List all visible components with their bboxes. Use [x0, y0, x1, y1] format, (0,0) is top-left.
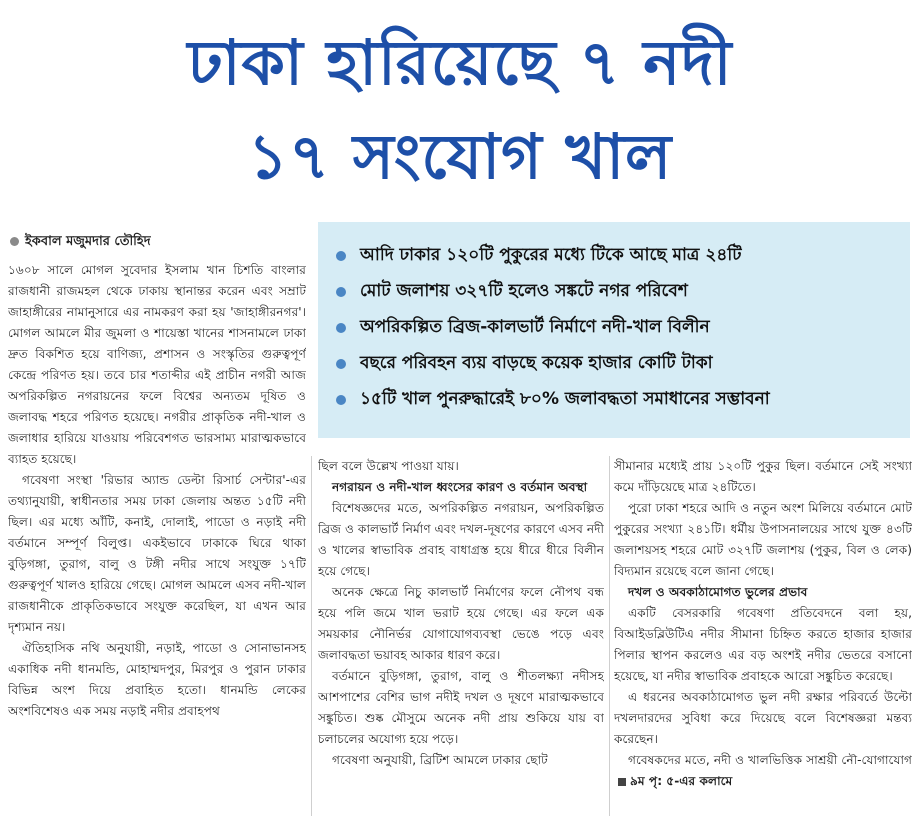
highlight-text: অপরিকল্পিত ব্রিজ-কালভার্ট নির্মাণে নদী-খাল বিলীন [360, 317, 710, 337]
article-column-3 [614, 456, 912, 816]
paragraph: বর্তমানে বুড়িগঙ্গা, তুরাগ, বালু ও শীতলক্ষ্যা নদীসহ আশপাশের বেশির ভাগ নদীই দখল ও দূষণে মারাত্মকভাবে সঙ্কুচিত। শুষ্ক মৌসুমে অনেক নদী প্রায় শুকিয়ে যায় বা চলাচলের অযোগ্য হয়ে পড়ে। [318, 669, 604, 746]
subheading: নগরায়ন ও নদী-খাল ধ্বংসের কারণ ও বর্তমান অবস্থা [332, 480, 588, 494]
paragraph: বিশেষজ্ঞদের মতে, অপরিকল্পিত নগরায়ন, অপরিকল্পিত ব্রিজ ও কালভার্ট নির্মাণ এবং দখল-দূষণের কারণে এসব নদী ও খালের স্বাভাবিক প্রবাহ বাধাগ্রস্ত হয়ে ধীরে ধীরে বিলীন হয়ে গেছে। [318, 501, 604, 578]
byline-bullet-icon [10, 237, 19, 246]
bullet-icon [336, 359, 346, 369]
highlight-item [336, 382, 910, 418]
bullet-icon [336, 395, 346, 405]
highlight-text: বছরে পরিবহন ব্যয় বাড়ছে কয়েক হাজার কোটি টাকা [360, 353, 713, 373]
paragraph: এ ধরনের অবকাঠামোগত ভুল নদী রক্ষার পরিবর্তে উল্টো দখলদারদের সুবিধা করে দিয়েছে বলে বিশেষজ্ঞরা মন্তব্য করেছেন। [614, 690, 912, 746]
bullet-icon [336, 323, 346, 333]
paragraph: অনেক ক্ষেত্রে নিচু কালভার্ট নির্মাণের ফলে নৌপথ বন্ধ হয়ে পলি জমে খাল ভরাট হয়ে গেছে। এর ফলে এক সময়কার নৌনির্ভর যোগাযোগব্যবস্থা ভেঙে পড়ে এবং জলাবদ্ধতা ভয়াবহ আকার ধারণ করে। [318, 585, 604, 662]
paragraph: গবেষণা অনুযায়ী, ব্রিটিশ আমলে ঢাকার ছোট [332, 753, 548, 767]
column-divider [609, 456, 610, 816]
highlight-item [336, 310, 910, 346]
headline-line-2: ১৭ সংযোগ খাল [247, 120, 673, 193]
paragraph [614, 750, 912, 792]
paragraph: গবেষণা সংস্থা 'রিভার অ্যান্ড ডেল্টা রিসার্চ সেন্টার'-এর তথ্যানুযায়ী, স্বাধীনতার সময় ঢাকা জেলায় অন্তত ১৫টি নদী ছিল। এর মধ্যে আঁটি, কনাই, দোলাই, পাডো ও নড়াই নদী বর্তমানে সম্পূর্ণ বিলুপ্ত। একইভাবে ঢাকাকে ঘিরে থাকা বুড়িগঙ্গা, তুরাগ, বালু ও টঙ্গী নদীর সাথে সংযুক্ত ১৭টি গুরুত্বপূর্ণ খালও হারিয়ে গেছে। মোগল আমলে এসব নদী-খাল রাজধানীকে প্রাকৃতিকভাবে সংযুক্ত করেছিল, যা এখন আর দৃশ্যমান নয়। [8, 473, 306, 634]
paragraph: একটি বেসরকারি গবেষণা প্রতিবেদনে বলা হয়, বিআইডব্লিউটিএ নদীর সীমানা চিহ্নিত করতে হাজার হাজার পিলার স্থাপন করলেও এর বড় অংশই নদীর ভেতরে বসানো হয়েছে, যা নদীর স্বাভাবিক প্রবাহকে আরো সঙ্কুচিত করেছে। [614, 606, 912, 683]
paragraph: ১৬০৮ সালে মোগল সুবেদার ইসলাম খান চিশতি বাংলার রাজধানী রাজমহল থেকে ঢাকায় স্থানান্তর করেন এবং সম্রাট জাহাঙ্গীরের নামানুসারে এর নামকরণ করা হয় 'জাহাঙ্গীরনগর'। মোগল আমলে মীর জুমলা ও শায়েস্তা খানের শাসনামলে ঢাকা দ্রুত বিকশিত হয়ে বাণিজ্য, প্রশাসন ও সংস্কৃতির গুরুত্বপূর্ণ কেন্দ্রে পরিণত হয়। তবে চার শতাব্দীর এই প্রাচীন নগরী আজ অপরিকল্পিত নগরায়নের ফলে বিশ্বের অন্যতম দূষিত ও জলাবদ্ধ শহরে পরিণত হয়েছে। নগরীর প্রাকৃতিক নদী-খাল ও জলাধার হারিয়ে যাওয়ায় পরিবেশগত ভারসাম্য মারাত্মকভাবে ব্যাহত হয়েছে। [8, 263, 306, 466]
continuation-text: ৯ম পৃ: ৫-এর কলামে [630, 774, 733, 788]
highlight-text: আদি ঢাকার ১২০টি পুকুরের মধ্যে টিকে আছে মাত্র ২৪টি [360, 245, 742, 265]
byline-author: ইকবাল মজুমদার তৌহিদ [25, 234, 151, 249]
paragraph: পুরো ঢাকা শহরে আদি ও নতুন অংশ মিলিয়ে বর্তমানে মোট পুকুরের সংখ্যা ২৪১টি। ধর্মীয় উপাসনালয়ের সাথে যুক্ত ৪৩টি জলাশয়সহ শহরে মোট ৩২৭টি জলাশয় (পুকুর, বিল ও লেক) বিদ্যমান রয়েছে বলে জানা গেছে। [614, 501, 912, 578]
paragraph: সীমানার মধ্যেই প্রায় ১২০টি পুকুর ছিল। বর্তমানে সেই সংখ্যা কমে দাঁড়িয়েছে মাত্র ২৪টিতে। [614, 459, 912, 494]
continuation-note[interactable] [614, 774, 732, 788]
byline [10, 232, 151, 253]
paragraph: ঐতিহাসিক নথি অনুযায়ী, নড়াই, পাডো ও সোনাভানসহ একাধিক নদী ধানমন্ডি, মোহাম্মদপুর, মিরপুর ও পুরান ঢাকার বিভিন্ন অংশ দিয়ে প্রবাহিত হতো। ধানমন্ডি লেকের অংশবিশেষও এক সময় নড়াই নদীর প্রবাহপথ [8, 641, 306, 718]
highlight-item [336, 238, 910, 274]
subheading: দখল ও অবকাঠামোগত ভুলের প্রভাব [628, 585, 808, 599]
bullet-icon [336, 251, 346, 261]
article-column-1 [8, 260, 306, 816]
highlight-item [336, 346, 910, 382]
highlight-text: মোট জলাশয় ৩২৭টি হলেও সঙ্কটে নগর পরিবেশ [360, 281, 688, 301]
square-bullet-icon [618, 778, 626, 786]
bullet-icon [336, 287, 346, 297]
article-column-2 [318, 456, 604, 816]
paragraph-text: গবেষকদের মতে, নদী ও খালভিত্তিক সাশ্রয়ী নৌ-যোগাযোগ [628, 753, 912, 767]
highlight-item [336, 274, 910, 310]
paragraph: ছিল বলে উল্লেখ পাওয়া যায়। [318, 459, 459, 473]
column-divider [311, 456, 312, 816]
highlight-text: ১৫টি খাল পুনরুদ্ধারেই ৮০% জলাবদ্ধতা সমাধানের সম্ভাবনা [360, 389, 770, 409]
highlights-box [318, 222, 910, 438]
headline-line-1: ঢাকা হারিয়েছে ৭ নদী [187, 26, 733, 99]
